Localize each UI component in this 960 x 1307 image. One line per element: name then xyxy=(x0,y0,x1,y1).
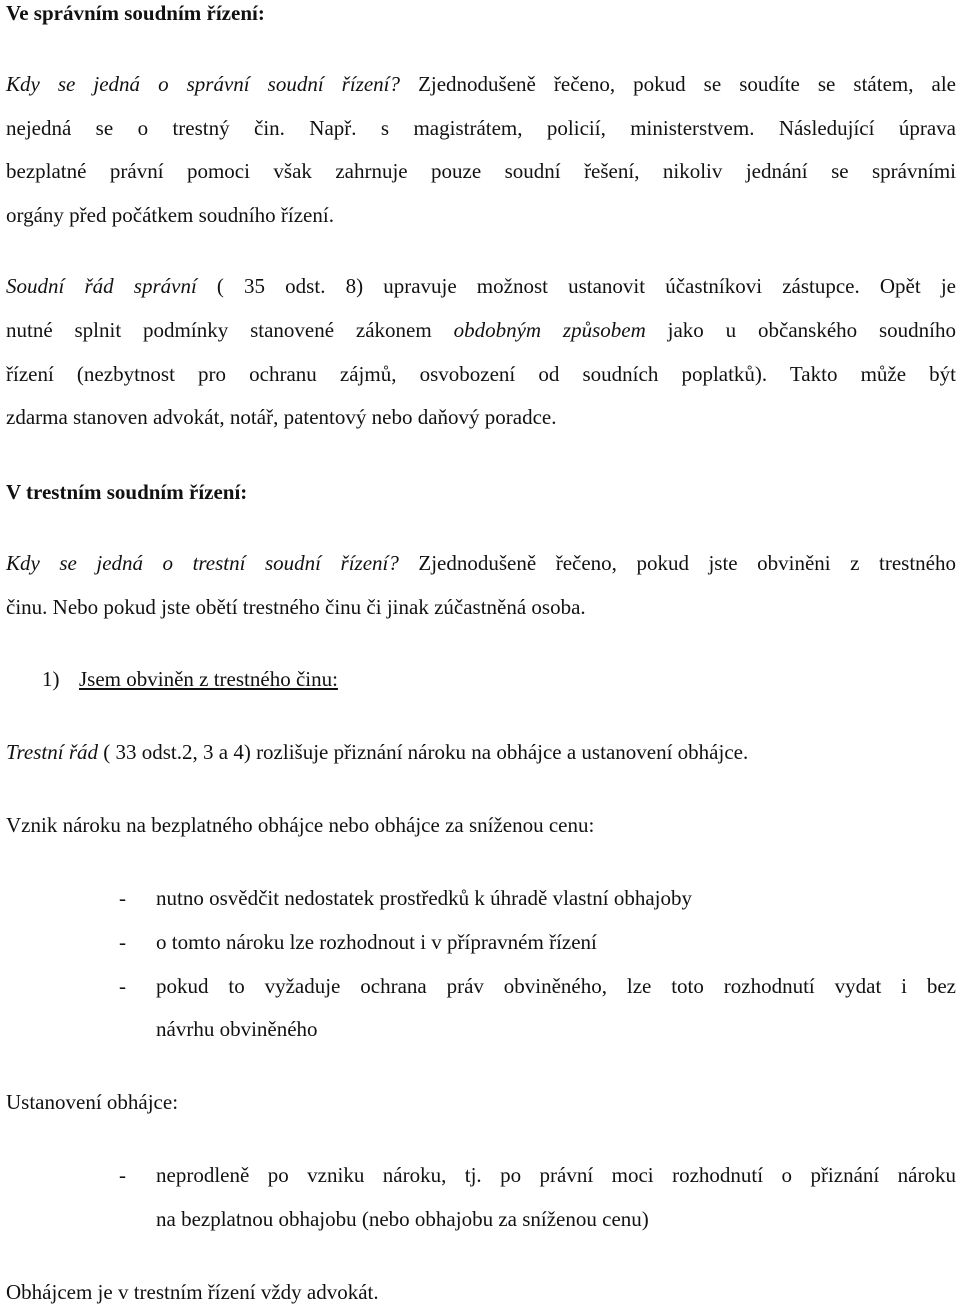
emphasis-text: obdobným způsobem xyxy=(453,318,646,342)
paragraph-text: ( 33 odst.2, 3 a 4) rozlišuje přiznání nároku na obhájce a ustanovení obhájce. xyxy=(98,740,749,764)
list-dash: - xyxy=(119,974,126,998)
numbered-item-number: 1) xyxy=(42,667,60,691)
question-text: Kdy se jedná o trestní soudní řízení? xyxy=(6,551,399,575)
list-dash: - xyxy=(119,1163,126,1187)
section-heading-admin: Ve správním soudním řízení: xyxy=(6,1,265,25)
appoint-heading: Ustanovení obhájce: xyxy=(6,1090,179,1114)
paragraph-line: činu. Nebo pokud jste obětí trestného činu či jinak zúčastněná osoba. xyxy=(6,595,586,619)
paragraph-line: nejedná se o trestný čin. Např. s magistrátem, policií, ministerstvem. Následující úprava xyxy=(6,116,956,140)
paragraph-line xyxy=(6,739,748,765)
list-item-continuation: návrhu obviněného xyxy=(156,1017,318,1041)
section-heading-criminal: V trestním soudním řízení: xyxy=(6,480,248,504)
list-item-continuation: na bezplatnou obhajobu (nebo obhajobu za sníženou cenu) xyxy=(156,1207,649,1231)
paragraph-line xyxy=(6,317,956,343)
paragraph-line xyxy=(6,550,956,576)
paragraph-text: ( 35 odst. 8) upravuje možnost ustanovit účastníkovi zástupce. Opět je xyxy=(196,274,956,298)
paragraph-text: Zjednodušeně řečeno, pokud se soudíte se státem, ale xyxy=(400,72,956,96)
paragraph-text: jako u občanského soudního xyxy=(645,318,956,342)
list-item: nutno osvědčit nedostatek prostředků k úhradě vlastní obhajoby xyxy=(156,886,692,910)
paragraph-line xyxy=(6,273,956,299)
numbered-item-heading: Jsem obviněn z trestného činu: xyxy=(79,667,338,691)
paragraph-text: Zjednodušeně řečeno, pokud jste obviněni z trestného xyxy=(398,551,956,575)
paragraph-line: bezplatné právní pomoci však zahrnuje pouze soudní řešení, nikoliv jednání se správními xyxy=(6,159,956,183)
list-item: neprodleně po vzniku nároku, tj. po právní moci rozhodnutí o přiznání nároku xyxy=(156,1163,956,1187)
list-item: pokud to vyžaduje ochrana práv obviněného, lze toto rozhodnutí vydat i bez xyxy=(156,974,956,998)
list-dash: - xyxy=(119,930,126,954)
paragraph-text: nutné splnit podmínky stanovené zákonem xyxy=(6,318,454,342)
law-name: Trestní řád xyxy=(6,740,98,764)
list-item: o tomto nároku lze rozhodnout i v přípravném řízení xyxy=(156,930,597,954)
paragraph-line xyxy=(6,71,956,97)
law-name: Soudní řád správní xyxy=(6,274,197,298)
paragraph-line: řízení (nezbytnost pro ochranu zájmů, osvobození od soudních poplatků). Takto může být xyxy=(6,362,956,386)
paragraph-line: zdarma stanoven advokát, notář, patentový nebo daňový poradce. xyxy=(6,405,557,429)
list-dash: - xyxy=(119,886,126,910)
claim-heading: Vznik nároku na bezplatného obhájce nebo obhájce za sníženou cenu: xyxy=(6,813,595,837)
paragraph-line: orgány před počátkem soudního řízení. xyxy=(6,203,334,227)
question-text: Kdy se jedná o správní soudní řízení? xyxy=(6,72,401,96)
closing-sentence: Obhájcem je v trestním řízení vždy advokát. xyxy=(6,1280,379,1304)
